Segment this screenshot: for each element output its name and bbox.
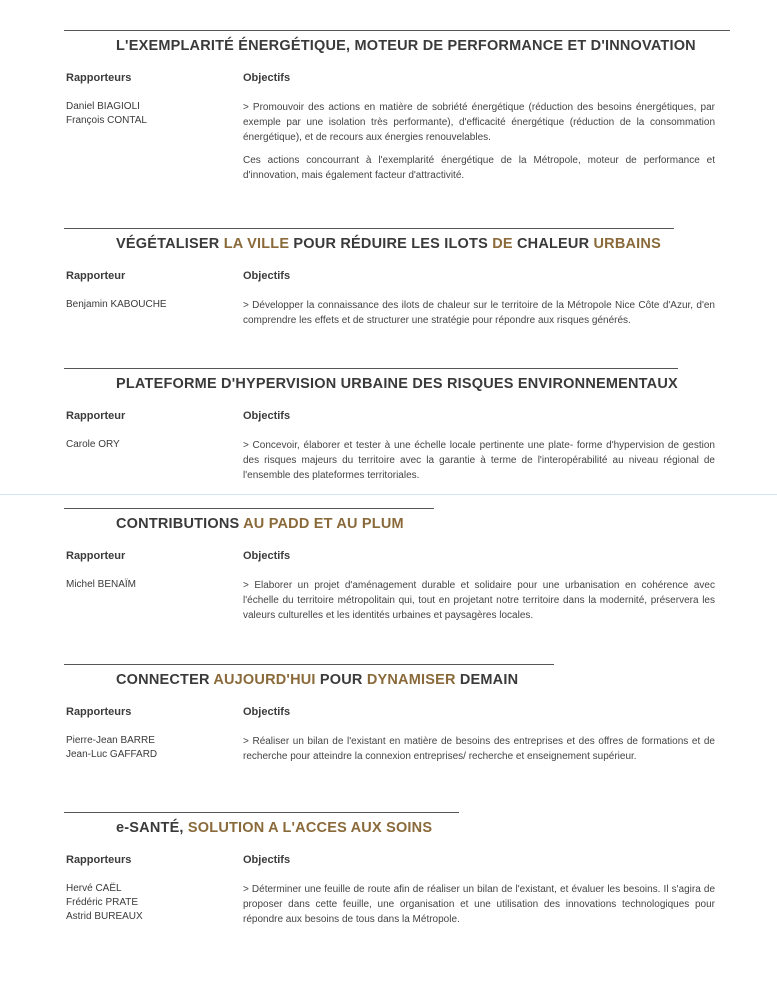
section-rule <box>64 664 554 665</box>
objectifs-label: Objectifs <box>243 270 291 282</box>
objectif-paragraph: > Déterminer une feuille de route afin de réaliser un bilan de l'existant, et évaluer les besoins. Il s'agira de proposer dans cette feuille, une organisation et une utilisation des innovations technologiques pour répondre aux besoins de tous dans la Métropole. <box>243 884 715 925</box>
objectifs-label: Objectifs <box>243 72 291 84</box>
objectifs-text <box>243 438 715 491</box>
section-title: e-SANTÉ, SOLUTION A L'ACCES AUX SOINS <box>116 820 433 836</box>
rapporteur-name: Pierre-Jean BARRE <box>66 735 155 746</box>
objectifs-text <box>243 298 715 336</box>
objectif-paragraph: > Développer la connaissance des ilots de chaleur sur le territoire de la Métropole Nice Côte d'Azur, d'en comprendre les effets et de structurer une stratégie pour répondre aux risques générés. <box>243 300 715 326</box>
rapporteur-name: Astrid BUREAUX <box>66 911 143 922</box>
objectifs-label: Objectifs <box>243 706 291 718</box>
rapporteur-name: François CONTAL <box>66 115 147 126</box>
section-title: CONTRIBUTIONS AU PADD ET AU PLUM <box>116 516 404 532</box>
section-rule <box>64 228 674 229</box>
objectif-paragraph: > Réaliser un bilan de l'existant en matière de besoins des entreprises et des offres de formations et de recherche pour atteindre la connexion entreprises/ recherche et enseignement supérieur. <box>243 736 715 762</box>
objectif-paragraph: Ces actions concourrant à l'exemplarité énergétique de la Métropole, moteur de performance et d'innovation, mais également facteur d'attractivité. <box>243 155 715 181</box>
section-title: CONNECTER AUJOURD'HUI POUR DYNAMISER DEMAIN <box>116 672 519 688</box>
rapporteur-name: Jean-Luc GAFFARD <box>66 749 158 760</box>
rapporteur-name: Benjamin KABOUCHE <box>66 299 167 310</box>
section-rule <box>64 30 730 31</box>
section-rule <box>64 368 678 369</box>
rapporteurs-list <box>66 100 147 128</box>
rapporteur-name: Daniel BIAGIOLI <box>66 101 140 112</box>
rapporteurs-label: Rapporteur <box>66 550 126 562</box>
rapporteurs-label: Rapporteurs <box>66 854 132 866</box>
section-title: VÉGÉTALISER LA VILLE POUR RÉDUIRE LES ILOTS DE CHALEUR URBAINS <box>116 236 661 252</box>
objectifs-text <box>243 734 715 772</box>
rapporteurs-label: Rapporteur <box>66 270 126 282</box>
rapporteurs-list <box>66 578 136 592</box>
rapporteur-name: Hervé CAËL <box>66 883 122 894</box>
rapporteurs-label: Rapporteurs <box>66 706 132 718</box>
section-title: PLATEFORME D'HYPERVISION URBAINE DES RISQUES ENVIRONNEMENTAUX <box>116 376 678 392</box>
rapporteur-name: Carole ORY <box>66 439 120 450</box>
rapporteurs-label: Rapporteur <box>66 410 126 422</box>
rapporteurs-label: Rapporteurs <box>66 72 132 84</box>
objectif-paragraph: > Promouvoir des actions en matière de sobriété énergétique (réduction des besoins énergétiques, par exemple par une isolation très performante), d'efficacité énergétique (réduction de la consommation énergétique), et de recours aux énergies renouvelables. <box>243 102 715 143</box>
objectif-paragraph: > Elaborer un projet d'aménagement durable et solidaire pour une urbanisation en cohérence avec l'échelle du territoire métropolitain qui, tout en projetant notre territoire dans la modernité, préservera les valeurs culturelles et les identités urbaines et paysagères locales. <box>243 580 715 621</box>
rapporteurs-list <box>66 438 120 452</box>
section-rule <box>64 508 434 509</box>
rapporteur-name: Frédéric PRATE <box>66 897 139 908</box>
objectifs-text <box>243 578 715 631</box>
objectifs-label: Objectifs <box>243 550 291 562</box>
rapporteurs-list <box>66 298 167 312</box>
rapporteurs-list <box>66 882 143 924</box>
rapporteur-name: Michel BENAÏM <box>66 579 137 590</box>
section-title: L'EXEMPLARITÉ ÉNERGÉTIQUE, MOTEUR DE PERFORMANCE ET D'INNOVATION <box>116 38 696 54</box>
objectifs-label: Objectifs <box>243 854 291 866</box>
objectifs-text <box>243 100 715 191</box>
objectifs-text <box>243 882 715 935</box>
rapporteurs-list <box>66 734 157 762</box>
section-rule <box>64 812 459 813</box>
objectifs-label: Objectifs <box>243 410 291 422</box>
objectif-paragraph: > Concevoir, élaborer et tester à une échelle locale pertinente une plate- forme d'hypervision de gestion des risques majeurs du territoire avec la garantie à terme de l'interopérabilité au niveau régional de l'ensemble des plateformes territoriales. <box>243 440 715 481</box>
scan-line <box>0 494 777 495</box>
